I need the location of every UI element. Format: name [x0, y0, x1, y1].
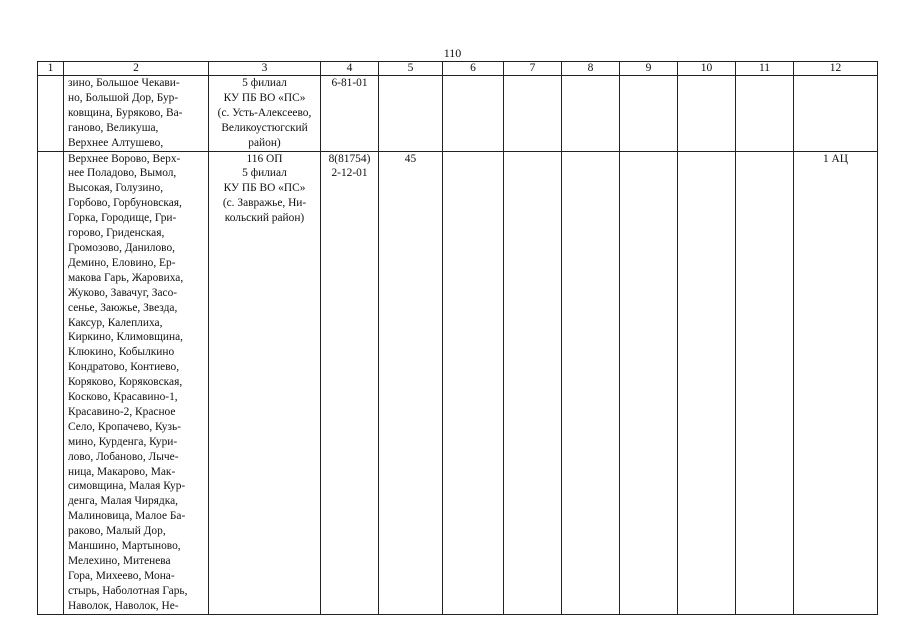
text-line: Верхнее Ворово, Верх-	[68, 152, 181, 165]
text-line: Горка, Городище, Гри-	[68, 212, 177, 225]
column-header-12: 12	[794, 62, 878, 76]
text-line: горово, Гриденская,	[68, 227, 165, 240]
text-line: Высокая, Голузино,	[68, 182, 164, 195]
text-line: Мелехино, Митенева	[68, 555, 171, 567]
text-line: стырь, Наболотная Гарь,	[68, 584, 188, 597]
cell-settlements	[64, 76, 209, 152]
cell-col11	[736, 76, 794, 152]
column-header-9: 9	[620, 62, 678, 76]
text-line: сенье, Заюжье, Звезда,	[68, 301, 178, 314]
text-line: макова Гарь, Жаровиха,	[68, 271, 184, 284]
cell-col12: 1 АЦ	[794, 151, 878, 614]
cell-col9	[620, 151, 678, 614]
cell-col7	[504, 76, 562, 152]
text-line: Кондратово, Контиево,	[68, 361, 180, 374]
text-line: Маншино, Мартыново,	[68, 540, 181, 553]
text-line: Гора, Михеево, Мона-	[68, 569, 175, 582]
text-line: район)	[248, 136, 281, 149]
cell-fire-unit	[209, 151, 321, 614]
column-header-11: 11	[736, 62, 794, 76]
cell-fire-unit	[209, 76, 321, 152]
column-header-10: 10	[678, 62, 736, 76]
text-line: (с. Завражье, Ни-	[222, 197, 307, 210]
column-header-8: 8	[562, 62, 620, 76]
text-line: мино, Курденга, Кури-	[68, 435, 178, 448]
text-line: ганово, Великуша,	[68, 121, 159, 134]
cell-col10	[678, 76, 736, 152]
cell-col5: 45	[379, 151, 443, 614]
text-line: Жуково, Завачуг, Засо-	[68, 286, 178, 299]
text-line: Малиновица, Малое Ба-	[68, 510, 186, 523]
header-row	[38, 62, 878, 76]
text-line: КУ ПБ ВО «ПС»	[223, 182, 306, 195]
text-line: 2-12-01	[331, 167, 368, 180]
text-line: Клюкино, Кобылкино	[68, 346, 175, 359]
text-line: денга, Малая Чирядка,	[68, 495, 178, 508]
text-line: ковщина, Буряково, Ва-	[68, 106, 183, 119]
cell-col10	[678, 151, 736, 614]
page-number: 110	[443, 46, 462, 60]
text-line: кольский район)	[224, 212, 305, 225]
text-line: 5 филиал	[242, 77, 287, 89]
text-line: раково, Малый Дор,	[68, 525, 166, 538]
cell-phone	[321, 151, 379, 614]
text-line: Верхнее Алтушево,	[68, 136, 164, 149]
cell-number	[38, 151, 64, 614]
column-header-2: 2	[64, 62, 209, 76]
column-header-5: 5	[379, 62, 443, 76]
data-table	[37, 61, 878, 615]
text-line: Наволок, Наволок, Не-	[68, 599, 179, 612]
text-line: лово, Лобаново, Лыче-	[68, 450, 179, 463]
cell-col8	[562, 76, 620, 152]
text-line: нее Поладово, Вымол,	[68, 167, 177, 180]
text-line: но, Большой Дор, Бур-	[68, 91, 179, 104]
text-line: Красавино-2, Красное	[68, 405, 176, 418]
text-line: Косково, Красавино-1,	[68, 391, 178, 404]
cell-col9	[620, 76, 678, 152]
text-line: 6-81-01	[331, 77, 368, 89]
text-line: Каксур, Калеплиха,	[68, 316, 163, 329]
text-line: КУ ПБ ВО «ПС»	[223, 91, 306, 104]
text-line: Киркино, Климовщина,	[68, 331, 184, 344]
text-line: Село, Кропачево, Кузь-	[68, 420, 181, 433]
table-row	[38, 76, 878, 152]
column-header-4: 4	[321, 62, 379, 76]
table-row	[38, 151, 878, 614]
cell-col8	[562, 151, 620, 614]
cell-col12	[794, 76, 878, 152]
text-line: Горбово, Горбуновская,	[68, 197, 182, 210]
text-line: Громозово, Данилово,	[68, 241, 176, 254]
text-line: симовщина, Малая Кур-	[68, 480, 186, 493]
text-line: зино, Большое Чекави-	[68, 77, 180, 89]
text-line: (с. Усть-Алексеево,	[217, 106, 312, 119]
cell-col7	[504, 151, 562, 614]
column-header-6: 6	[443, 62, 504, 76]
column-header-7: 7	[504, 62, 562, 76]
column-header-1: 1	[38, 62, 64, 76]
cell-number	[38, 76, 64, 152]
text-line: Великоустюгский	[221, 121, 308, 134]
text-line: Демино, Еловино, Ер-	[68, 256, 176, 269]
cell-settlements	[64, 151, 209, 614]
text-line: 8(81754)	[328, 152, 371, 165]
cell-col5	[379, 76, 443, 152]
text-line: 116 ОП	[246, 152, 283, 165]
column-header-3: 3	[209, 62, 321, 76]
text-line: Коряково, Коряковская,	[68, 376, 183, 389]
cell-phone	[321, 76, 379, 152]
text-line: 5 филиал	[242, 167, 287, 180]
cell-col6	[443, 76, 504, 152]
text-line: ница, Макарово, Мак-	[68, 465, 176, 478]
cell-col11	[736, 151, 794, 614]
cell-col6	[443, 151, 504, 614]
